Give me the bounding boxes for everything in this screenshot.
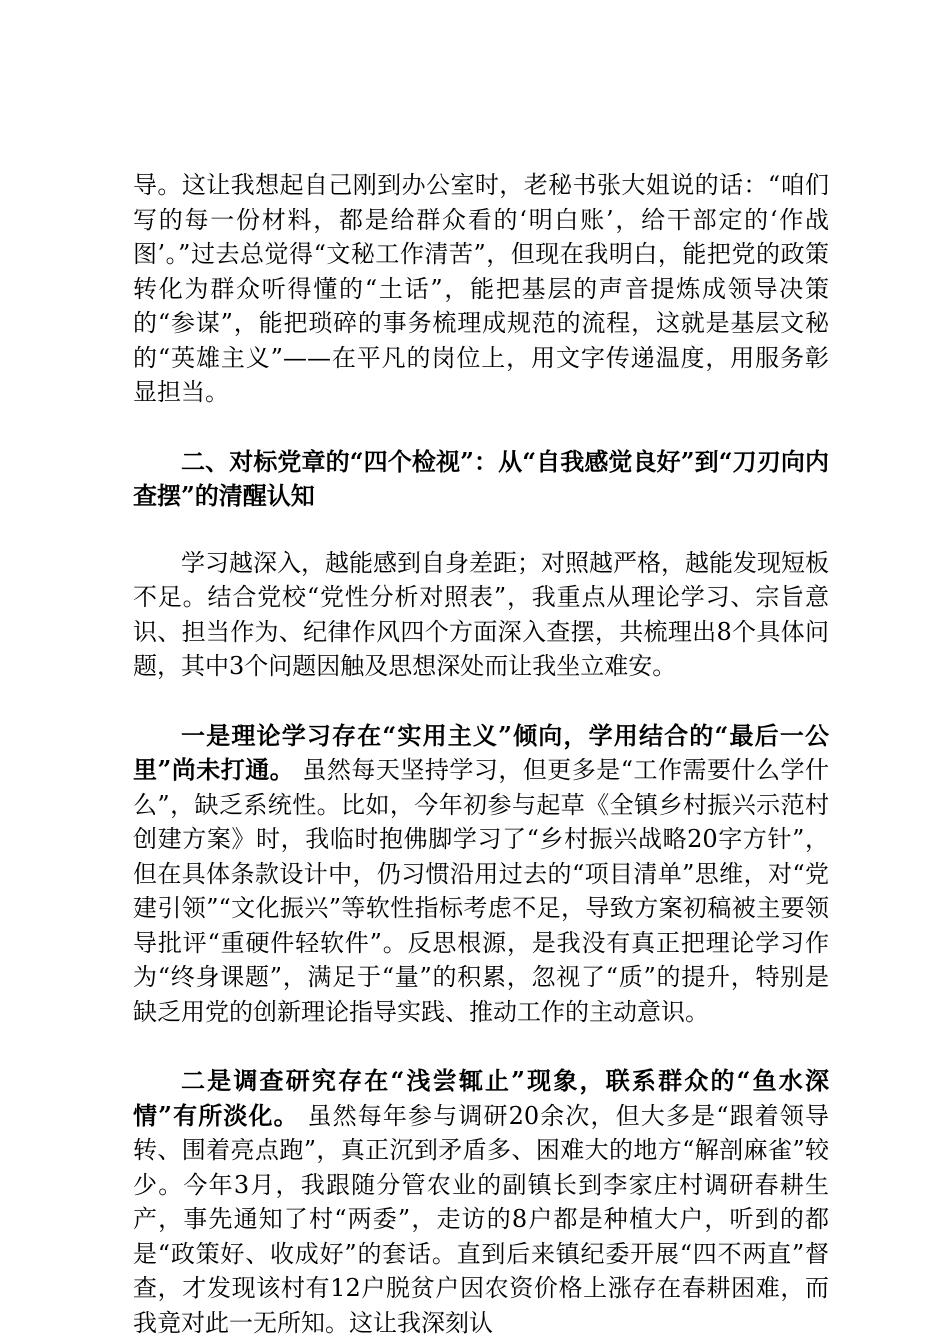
problem-2-body: 虽然每年参与调研20余次，但大多是“跟着领导转、围着亮点跑”，真正沉到矛盾多、困难大的地方“解剖麻雀”较少。今年3月，我跟随分管农业的副镇长到李家庄村调研春耕生产，事先通知了村“两委”，走访的8户都是种植大户，听到的都是“政策好、收成好”的套话。直到后来镇纪委开展“四不两直”督查，才发现该村有12户脱贫户因农资价格上涨存在春耕困难，而我竟对此一无所知。这让我深刻认 <box>133 1101 829 1337</box>
problem-1-lead: 一是理论学习存在“实用主义”倾向，学用结合的“最后一公里”尚未打通。 <box>133 720 829 784</box>
paragraph-continuation: 导。这让我想起自己刚到办公室时，老秘书张大姐说的话：“咱们写的每一份材料，都是给群众看的‘明白账’，给干部定的‘作战图’。”过去总觉得“文秘工作清苦”，但现在我明白，能把党的政策转化为群众听得懂的“土话”，能把基层的声音提炼成领导决策的“参谋”，能把琐碎的事务梳理成规范的流程，这就是基层文秘的“英雄主义”——在平凡的岗位上，用文字传递温度，用服务彰显担当。 <box>133 171 829 406</box>
paragraph-problem-2 <box>133 1064 829 1340</box>
document-page <box>133 168 829 1340</box>
section-heading-2: 二、对标党章的“四个检视”：从“自我感觉良好”到“刀刃向内查摆”的清醒认知 <box>133 446 829 510</box>
problem-1-body: 虽然每天坚持学习，但更多是“工作需要什么学什么”，缺乏系统性。比如，今年初参与起草《全镇乡村振兴示范村创建方案》时，我临时抱佛脚学习了“乡村振兴战略20字方针”，但在具体条款设计中，仍习惯沿用过去的“项目清单”思维，对“党建引领”“文化振兴”等软性指标考虑不足，导致方案初稿被主要领导批评“重硬件轻软件”。反思根源，是我没有真正把理论学习作为“终身课题”，满足于“量”的积累，忽视了“质”的提升，特别是缺乏用党的创新理论指导实践、推动工作的主动意识。 <box>133 756 829 1026</box>
paragraph-problem-1 <box>133 719 829 1030</box>
problem-2-lead: 二是调查研究存在“浅尝辄止”现象，联系群众的“鱼水深情”有所淡化。 <box>133 1066 829 1130</box>
paragraph-study-gap: 学习越深入，越能感到自身差距；对照越严格，越能发现短板不足。结合党校“党性分析对照表”，我重点从理论学习、宗旨意识、担当作为、纪律作风四个方面深入查摆，共梳理出8个具体问题，其中3个问题因触及思想深处而让我坐立难安。 <box>133 548 829 680</box>
